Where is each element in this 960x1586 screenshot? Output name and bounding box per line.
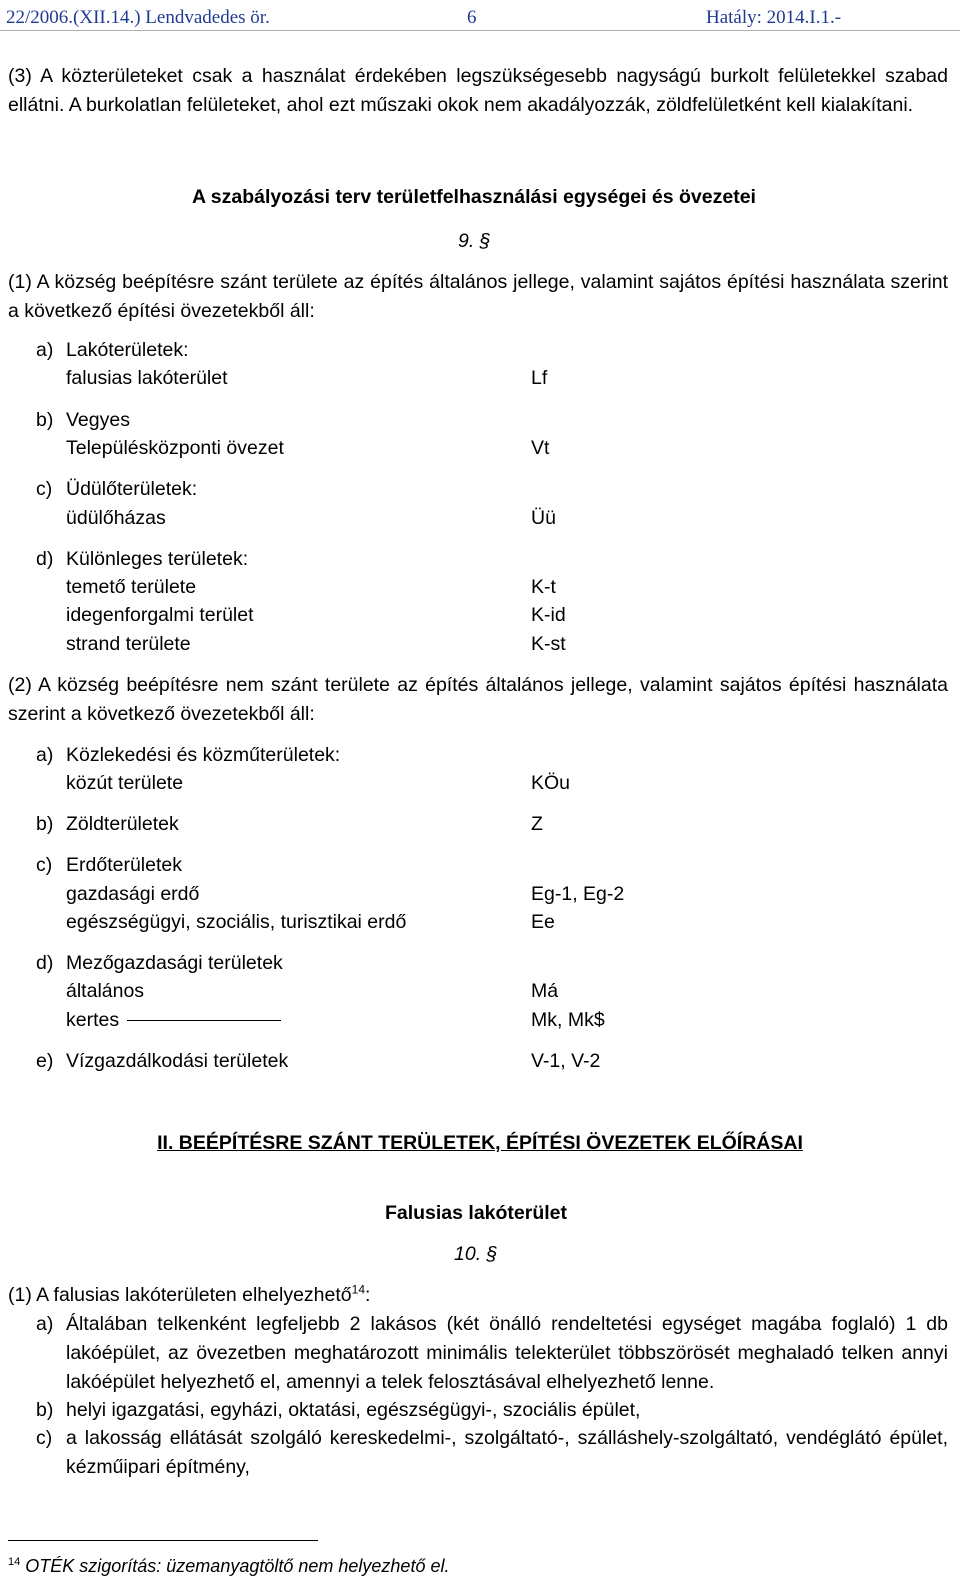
- footnote: $^{14}$ OTÉK szigorítás: üzemanyagtöltő nem helyezhető el.: [8, 1556, 450, 1576]
- list-item-b-heading: b) Zöldterületek Z: [0, 810, 960, 839]
- section-9-paragraph-1: (1) A község beépítésre szánt területe az építés általános jellege, valamint sajátos építési használata szerint a következő építési övezetekből áll:: [8, 271, 948, 322]
- zone-row: üdülőházas Üü: [0, 504, 960, 533]
- zone-row: közút területe KÖu: [0, 769, 960, 798]
- footnote-reference: 14: [351, 1282, 365, 1297]
- footnote-number: 14: [8, 1556, 21, 1568]
- header-page-number: 6: [467, 7, 477, 28]
- dash-rule: [127, 1020, 281, 1021]
- page-header: [0, 0, 960, 31]
- chapter-2-title: II. BEÉPÍTÉSRE SZÁNT TERÜLETEK, ÉPÍTÉSI ÖVEZETEK ELŐÍRÁSAI: [157, 1132, 803, 1154]
- section-9-number: 9. §: [458, 230, 491, 252]
- zone-row: temető területe K-t: [0, 573, 960, 602]
- list-item-c-heading: c) Üdülőterületek:: [36, 478, 198, 500]
- list-item-d-heading: d) Különleges területek:: [36, 548, 249, 570]
- zone-code: Vt: [531, 437, 550, 459]
- zone-code: K-st: [531, 633, 566, 655]
- zone-code: Z: [531, 813, 543, 835]
- zone-code: K-t: [531, 576, 556, 598]
- zone-row: egészségügyi, szociális, turisztikai erdő Ee: [0, 908, 960, 937]
- zone-row: kertes Mk, Mk$: [0, 1006, 960, 1035]
- zone-code: Má: [531, 980, 559, 1002]
- section-9-paragraph-2: (2) A község beépítésre nem szánt területe az építés általános jellege, valamint sajátos építési használata szerint a következő övezetekből áll:: [8, 674, 948, 725]
- zone-row: általános Má: [0, 977, 960, 1006]
- document-page: 22/2006.(XII.14.) Lendvadedes ör. 6 Hatály: 2014.I.1.- (3) A közterületeket csak a használat érdekében legszükségesebb nagyságú burkolt felületekkel szabad ellátni. A burkolatlan felületeket, ahol ezt műszaki okok nem akadályozzák, zöldfelületként kell kialakítani. A szabályozási terv területfelhasználási egységei és övezetei 9. § (1) A község beépítésre szánt területe az építés általános jellege, valamint sajátos építési használata szerint a következő építési övezetekből áll: a) Lakóterületek: falusias lakóterület Lf b) Vegyes Településközponti övezet Vt c) Üdülőterületek: üdülőházas Üü d) Különleges területek: temető területe K-t idegenforgalmi terület K-id strand területe K-st (2) A község beépítésre nem szánt területe az építés általános jellege, valamint sajátos építési használata szerint a következő övezetekből áll: a) Közlekedési és közműterületek: közút területe KÖu b) Zöldterületek Z c) Erdőterületek gazdasági erdő Eg-1, Eg-2 egészségügyi, szociális, turisztikai erdő Ee d) Mezőgazdasági területek általános Má kertes Mk, Mk$ e) Vízgazdálkodási területek V-1, V-2 II. BEÉPÍTÉSRE SZÁNT TERÜLETEK, ÉPÍTÉSI ÖVEZETEK ELŐÍRÁSAI Falusias lakóterület 10. § (1) A falusias lakóterületen elhelyezhető$^{14}$: a) Általában telkenként legfeljebb 2 lakásos (két önálló rendeltetési egységet magába foglaló) 1 db lakóépület, az övezetben meghatározott minimális telekterület többszörösét meghaladó telken annyi lakóépület helyezhető el, amennyi a telek felosztásával elhelyezhető lenne. b) helyi igazgatási, egyházi, oktatási, egészségügyi-, szociális épület, c) a lakosság ellátását szolgáló kereskedelmi-, szolgáltató-, szálláshely-szolgáltató, vendéglátó épület, kézműipari építmény, $^{14}$ OTÉK szigorítás: üzemanyagtöltő nem helyezhető el.: [0, 0, 960, 1586]
- list-item-d-heading: d) Mezőgazdasági területek: [36, 952, 283, 974]
- footnote-divider: [8, 1540, 318, 1541]
- zone-row: idegenforgalmi terület K-id: [0, 601, 960, 630]
- zone-row: falusias lakóterület Lf: [0, 364, 960, 393]
- list-item-c-heading: c) Erdőterületek: [36, 854, 182, 876]
- section-10-paragraph-1: (1) A falusias lakóterületen elhelyezhető$^{14}$:: [8, 1282, 371, 1306]
- zone-row: strand területe K-st: [0, 630, 960, 659]
- header-validity: Hatály: 2014.I.1.-: [706, 7, 842, 28]
- section-10-number: 10. §: [454, 1243, 498, 1265]
- list-item-e-heading: e) Vízgazdálkodási területek V-1, V-2: [0, 1047, 960, 1076]
- zone-code: Mk, Mk$: [531, 1009, 605, 1031]
- zone-code: K-id: [531, 604, 566, 626]
- header-reference: 22/2006.(XII.14.) Lendvadedes ör.: [6, 7, 270, 28]
- section-10-title: Falusias lakóterület: [384, 1202, 568, 1224]
- zone-row: gazdasági erdő Eg-1, Eg-2: [0, 880, 960, 909]
- zone-code: V-1, V-2: [531, 1050, 601, 1072]
- list-item-b-heading: b) Vegyes: [36, 409, 130, 431]
- list-item-a-heading: a) Lakóterületek:: [36, 339, 189, 361]
- zone-code: Lf: [531, 367, 548, 389]
- zone-code: Üü: [531, 507, 556, 529]
- section-9-title: A szabályozási terv területfelhasználási egységei és övezetei: [192, 186, 756, 208]
- zone-code: KÖu: [531, 772, 571, 794]
- zone-code: Eg-1, Eg-2: [531, 883, 625, 905]
- zone-code: Ee: [531, 911, 555, 933]
- list-item-a-heading: a) Közlekedési és közműterületek:: [36, 744, 341, 766]
- zone-row: Településközponti övezet Vt: [0, 434, 960, 463]
- paragraph-3: (3) A közterületeket csak a használat érdekében legszükségesebb nagyságú burkolt felületekkel szabad ellátni. A burkolatlan felületeket, ahol ezt műszaki okok nem akadályozzák, zöldfelületként kell kialakítani.: [8, 65, 948, 116]
